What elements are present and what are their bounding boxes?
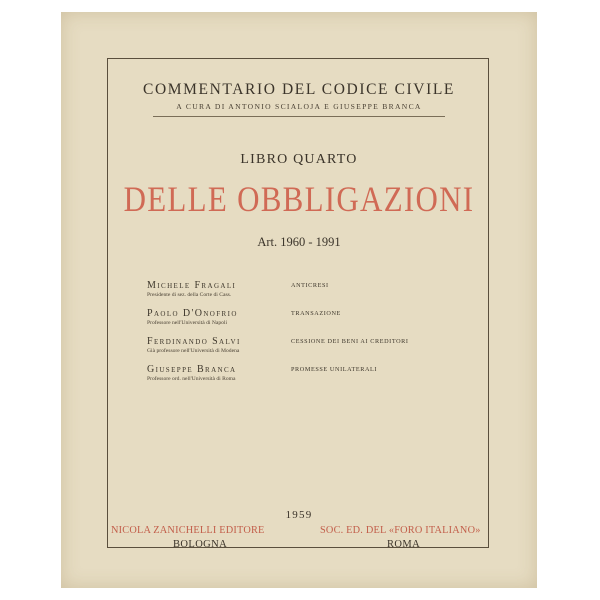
author-role: Professore nell'Università di Napoli xyxy=(147,320,228,326)
publication-year: 1959 xyxy=(285,509,313,521)
publisher-left: NICOLA ZANICHELLI EDITORE xyxy=(111,525,265,536)
title-page xyxy=(61,12,537,588)
header-divider xyxy=(153,116,445,117)
author-role: Presidente di sez. della Corte di Cass. xyxy=(147,292,232,298)
main-title: DELLE OBBLIGAZIONI xyxy=(123,179,475,219)
author-name: Ferdinando Salvi xyxy=(147,336,241,347)
author-topic: ANTICRESI xyxy=(291,282,329,289)
series-editors: A CURA DI ANTONIO SCIALOJA E GIUSEPPE BRANCA xyxy=(176,102,422,111)
author-name: Giuseppe Branca xyxy=(147,364,237,375)
city-left: BOLOGNA xyxy=(173,539,228,550)
volume-label: LIBRO QUARTO xyxy=(240,152,358,167)
author-topic: PROMESSE UNILATERALI xyxy=(291,366,378,373)
author-entry xyxy=(147,308,467,332)
author-role: Già professore nell'Università di Modena xyxy=(147,348,240,354)
city-right: ROMA xyxy=(387,539,421,550)
author-role: Professore ord. nell'Università di Roma xyxy=(147,376,236,382)
author-topic: CESSIONE DEI BENI AI CREDITORI xyxy=(291,338,409,345)
author-entry xyxy=(147,336,467,360)
author-name: Michele Fragali xyxy=(147,280,237,291)
publisher-right: SOC. ED. DEL «FORO ITALIANO» xyxy=(320,525,481,536)
author-entry xyxy=(147,280,467,304)
series-title: COMMENTARIO DEL CODICE CIVILE xyxy=(143,81,455,98)
author-entry xyxy=(147,364,467,388)
author-name: Paolo D'Onofrio xyxy=(147,308,238,319)
articles-range: Art. 1960 - 1991 xyxy=(257,235,341,249)
author-topic: TRANSAZIONE xyxy=(291,310,341,317)
